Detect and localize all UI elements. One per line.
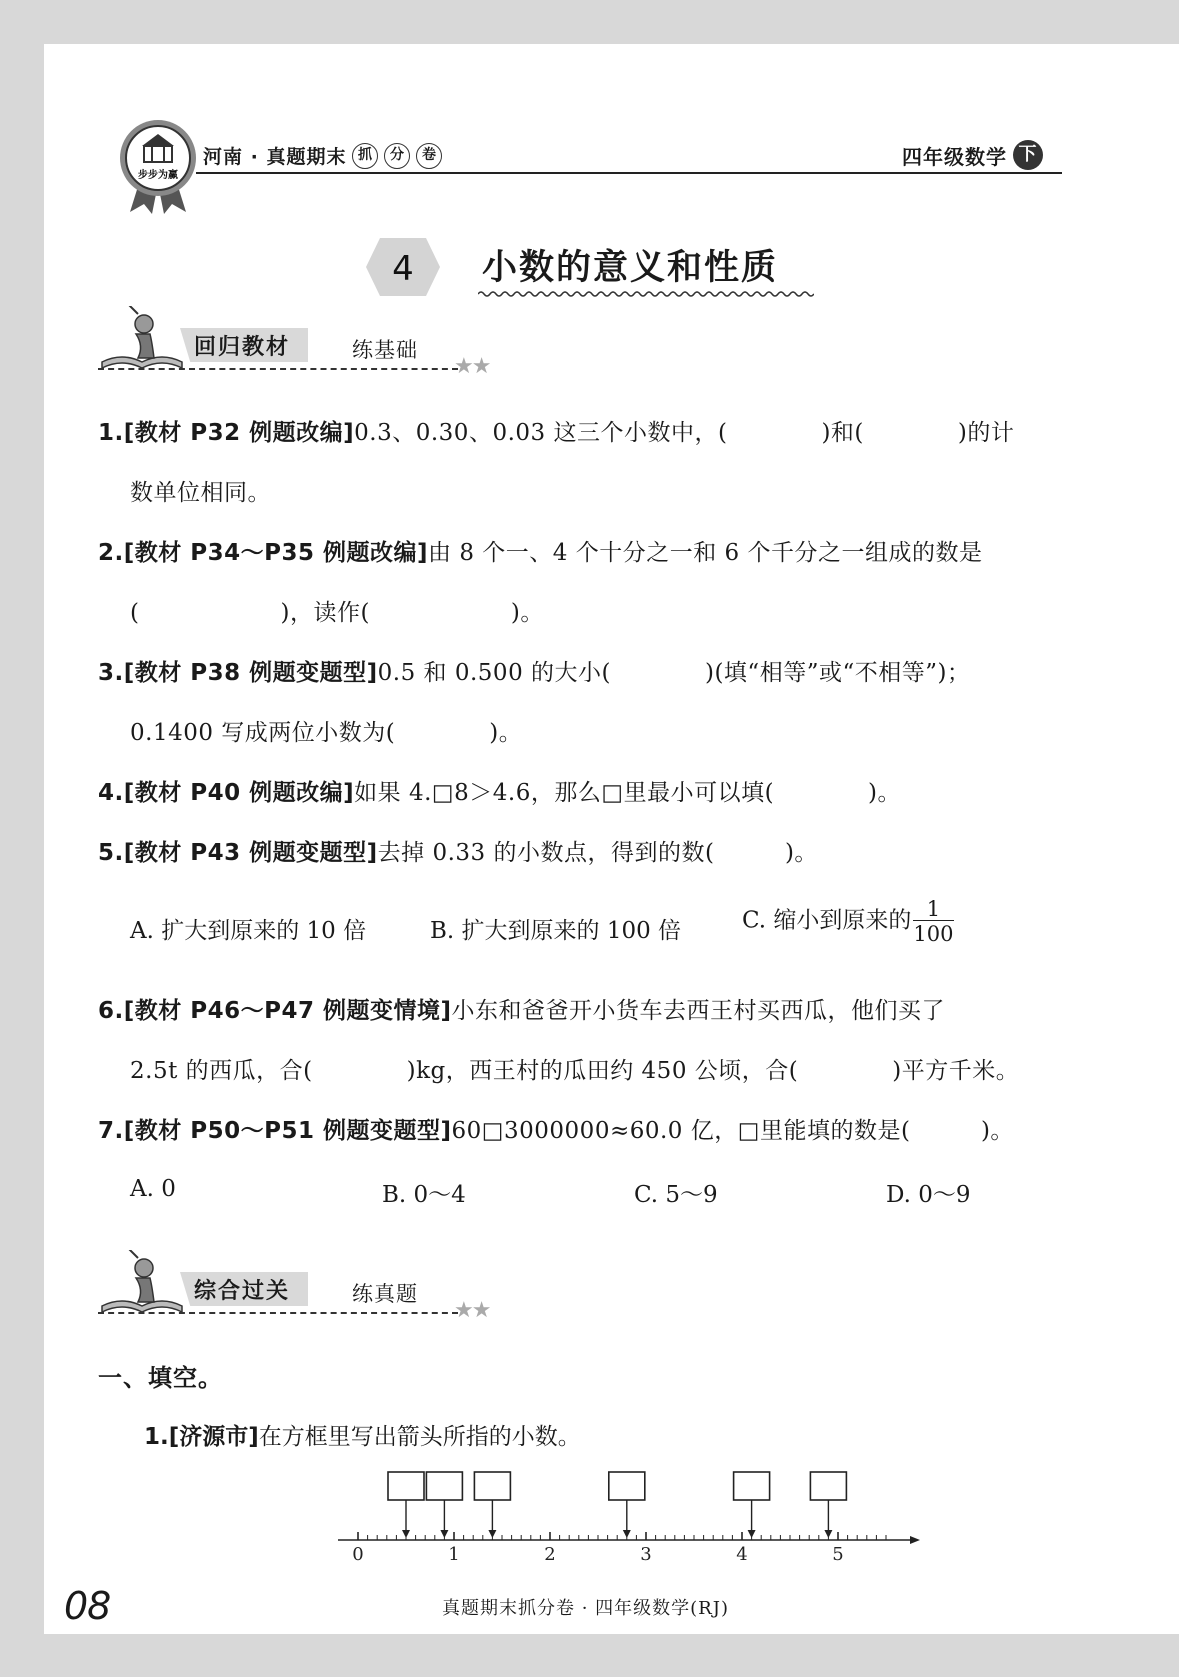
question-4 [98, 774, 901, 807]
question-text: 60□3000000≈60.0 亿，□里能填的数是( )。 [451, 1118, 1014, 1144]
circled-char: 抓 [352, 143, 378, 169]
question-7 [98, 1112, 1014, 1145]
fraction-numerator: 1 [926, 897, 941, 921]
grade-subject-label: 四年级数学 [902, 144, 1007, 169]
question-3-continued: 0.1400 写成两位小数为( )。 [130, 720, 523, 746]
question-number: 5. [98, 840, 124, 866]
chapter-hexagon [364, 236, 442, 298]
question-number: 6. [98, 998, 124, 1024]
section-subtitle: 练真题 [352, 1282, 418, 1306]
header-region-label: 河南 · 真题期末 [203, 146, 347, 168]
volume-badge: 下 [1013, 140, 1043, 170]
header-grade-subject [902, 140, 1043, 170]
section-dashed-line [98, 368, 458, 370]
question-text: 0.3、0.30、0.03 这三个小数中，( )和( )的计 [354, 420, 1015, 446]
brand-badge-icon [112, 118, 204, 214]
question-source-tag: [教材 P32 例题改编] [123, 420, 355, 446]
star-icon: ★★ [454, 354, 490, 379]
answer-box [474, 1472, 510, 1500]
question-2 [98, 534, 982, 567]
pointer-arrowhead [440, 1530, 448, 1538]
question-source-tag: [教材 P34～P35 例题改编] [123, 540, 429, 566]
fraction-denominator: 100 [913, 922, 954, 947]
tick-label: 0 [352, 1544, 364, 1565]
pointer-arrowhead [402, 1530, 410, 1538]
q5-option-c [742, 898, 954, 945]
q5-option-a: A. 扩大到原来的 10 倍 [130, 918, 367, 944]
circled-char: 卷 [416, 143, 442, 169]
question-6-continued: 2.5t 的西瓜，合( )kg，西王村的瓜田约 450 公顷，合( )平方千米。 [130, 1058, 1020, 1084]
tick-label: 3 [640, 1544, 652, 1565]
question-number: 3. [98, 660, 124, 686]
question-text: 在方框里写出箭头所指的小数。 [258, 1424, 581, 1450]
sub-question-1 [144, 1418, 581, 1451]
section-label: 回归教材 [194, 335, 291, 360]
svg-text:步步为赢: 步步为赢 [138, 170, 178, 181]
question-6 [98, 992, 945, 1025]
section-dashed-line [98, 1312, 458, 1314]
tick-label: 5 [832, 1544, 844, 1565]
chapter-title: 小数的意义和性质 [482, 248, 779, 288]
footer-text: 真题期末抓分卷 · 四年级数学(RJ) [442, 1598, 729, 1619]
number-line [330, 1470, 930, 1570]
question-number: 1. [98, 420, 124, 446]
answer-box [810, 1472, 846, 1500]
question-number: 1. [144, 1424, 169, 1450]
tick-label: 1 [448, 1544, 460, 1565]
q5-option-c-label: C. 缩小到原来的 [742, 907, 912, 934]
star-icon: ★★ [454, 1298, 490, 1323]
pointer-arrowhead [824, 1530, 832, 1538]
q7-option-d: D. 0～9 [886, 1182, 971, 1208]
title-underline [478, 290, 814, 298]
tick-label: 2 [544, 1544, 556, 1565]
pointer-arrowhead [623, 1530, 631, 1538]
question-number: 4. [98, 780, 124, 806]
question-source-tag: [教材 P46～P47 例题变情境] [123, 998, 452, 1024]
question-source-tag: [教材 P38 例题变题型] [123, 660, 378, 686]
answer-box [388, 1472, 424, 1500]
question-1 [98, 414, 1014, 447]
chapter-number: 4 [392, 249, 414, 289]
fraction [913, 898, 953, 945]
question-source-tag: [济源市] [168, 1424, 259, 1450]
question-5 [98, 834, 818, 867]
part-one-title: 一、填空。 [98, 1364, 223, 1392]
question-text: 小东和爸爸开小货车去西王村买西瓜，他们买了 [451, 998, 946, 1024]
number-line-arrowhead [910, 1536, 920, 1544]
question-1-continued: 数单位相同。 [130, 480, 271, 506]
section-subtitle: 练基础 [352, 338, 418, 362]
answer-box [426, 1472, 462, 1500]
section-header-basics [98, 306, 518, 378]
q5-option-b: B. 扩大到原来的 100 倍 [430, 918, 682, 944]
page-number: 08 [64, 1584, 111, 1628]
header-series-title [203, 142, 442, 169]
question-source-tag: [教材 P43 例题变题型] [123, 840, 378, 866]
question-text: 如果 4.□8＞4.6，那么□里最小可以填( )。 [354, 780, 902, 806]
circled-char: 分 [384, 143, 410, 169]
q7-option-b: B. 0～4 [382, 1182, 466, 1208]
section-header-practice [98, 1250, 518, 1322]
question-text: 由 8 个一、4 个十分之一和 6 个千分之一组成的数是 [428, 540, 983, 566]
question-source-tag: [教材 P50～P51 例题变题型] [123, 1118, 452, 1144]
question-3 [98, 654, 970, 687]
question-number: 7. [98, 1118, 124, 1144]
pointer-arrowhead [748, 1530, 756, 1538]
tick-label: 4 [736, 1544, 748, 1565]
question-2-continued: ( )，读作( )。 [130, 600, 544, 626]
question-text: 去掉 0.33 的小数点，得到的数( )。 [377, 840, 818, 866]
section-label: 综合过关 [194, 1279, 291, 1304]
q7-option-c: C. 5～9 [634, 1182, 718, 1208]
question-number: 2. [98, 540, 124, 566]
header-divider [196, 172, 1062, 174]
pointer-arrowhead [488, 1530, 496, 1538]
answer-box [734, 1472, 770, 1500]
question-text: 0.5 和 0.500 的大小( )(填“相等”或“不相等”)； [377, 660, 971, 686]
answer-box [609, 1472, 645, 1500]
q7-option-a: A. 0 [130, 1176, 176, 1202]
question-source-tag: [教材 P40 例题改编] [123, 780, 355, 806]
